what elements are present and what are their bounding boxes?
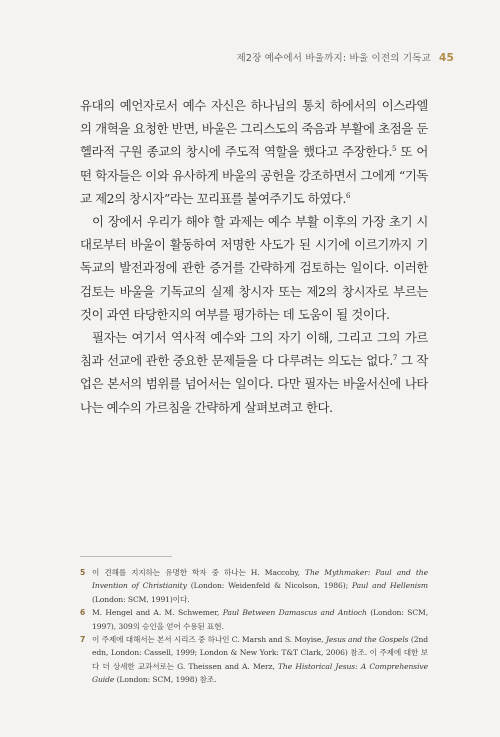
paragraph-2: 이 장에서 우리가 해야 할 과제는 예수 부활 이후의 가장 초기 시대로부터 바울이 활동하여 저명한 사도가 된 시기에 이르기까지 기독교의 발전과정에 관한 증거를 간략하게 검토하는 일이다. 이러한 검토는 바울을 기독교의 실제 창시자 또는 제2의 창시자로 부르는 것이 과연 타당한지의 여부를 평가하는 데 도움이 될 것이다. (80, 214, 428, 322)
footnote-ref-7[interactable]: 7 (392, 354, 397, 363)
book-title: Paul Between Damascus and Antioch (222, 608, 367, 618)
footnote-text-part: (London: SCM, 1998) 참조. (114, 675, 217, 685)
paragraph-1-text-b: 또 어떤 학자들은 이와 유사하게 바울의 공헌을 강조하면서 그에게 “기독교 제2의 창시자”라는 꼬리표를 붙여주기도 하였다. (80, 144, 428, 206)
footnote-text-part: 이 견해를 지지하는 유명한 학자 중 하나는 H. Maccoby, (92, 568, 306, 577)
footnote-text-part: M. Hengel and A. M. Schwemer, (92, 608, 223, 618)
footnote-text-part: 이 주제에 대해서는 본서 시리즈 중 하나인 C. Marsh and S. Moyise, (92, 635, 326, 645)
running-header (236, 50, 454, 64)
footnote-text-part: (London: SCM, 1997), 309의 승인을 얻어 수용된 표현. (92, 608, 429, 631)
footnote-text-part: (2nd edn, London: Cassell, 1999; London & New York: T&T Clark, 2006) 참조. 이 주제에 대한 보다 더 상세한 교과서로는 G. Theissen and A. Merz, (92, 635, 429, 671)
footnote-text (92, 566, 428, 606)
footnote-text (92, 633, 428, 687)
footnote-text (92, 606, 428, 633)
book-title: Paul and Hellenism (351, 581, 428, 591)
footnote-number: 6 (80, 608, 86, 618)
footnote-ref-5[interactable]: 5 (392, 145, 397, 154)
footnote-text-part: (London: SCM, 1991)이다. (92, 594, 190, 604)
paragraph-3-text-b: 그 작업은 본서의 범위를 넘어서는 일이다. 다만 필자는 바울서신에 나타나는 예수의 가르침을 간략하게 살펴보려고 한다. (80, 353, 428, 415)
footnote-number: 7 (80, 635, 86, 645)
paragraph-1 (80, 94, 428, 210)
footnote-text-part: (London: Weidenfeld & Nicolson, 1986); (186, 581, 352, 591)
footnote-7 (80, 633, 428, 687)
page-number: 45 (438, 52, 454, 64)
footnote-divider (80, 556, 172, 557)
footnotes (80, 566, 428, 687)
book-title: The Mythmaker: Paul and the Invention of Christianity (92, 568, 428, 591)
footnote-5 (80, 566, 428, 606)
paragraph-3-text-a: 필자는 여기서 역사적 예수와 그의 자기 이해, 그리고 그의 가르침과 선교에 관한 중요한 문제들을 다 다루려는 의도는 없다. (80, 330, 428, 369)
paragraph-1-text-a: 유대의 예언자로서 예수 자신은 하나님의 통치 하에서의 이스라엘의 개혁을 요청한 반면, 바울은 그리스도의 죽음과 부활에 초점을 둔 헬라적 구원 종교의 창시에 주도적 역할을 했다고 주장한다. (80, 98, 428, 160)
footnote-ref-6[interactable]: 6 (346, 191, 351, 200)
book-title: Jesus and the Gospels (325, 635, 409, 645)
paragraph-3 (80, 326, 428, 419)
body-text (80, 94, 428, 419)
footnote-number: 5 (80, 568, 86, 577)
running-title: 제2장 예수에서 바울까지: 바울 이전의 기독교 (236, 53, 431, 64)
footnote-6 (80, 606, 428, 633)
book-title: The Historical Jesus: A Comprehensive Guide (92, 661, 428, 685)
